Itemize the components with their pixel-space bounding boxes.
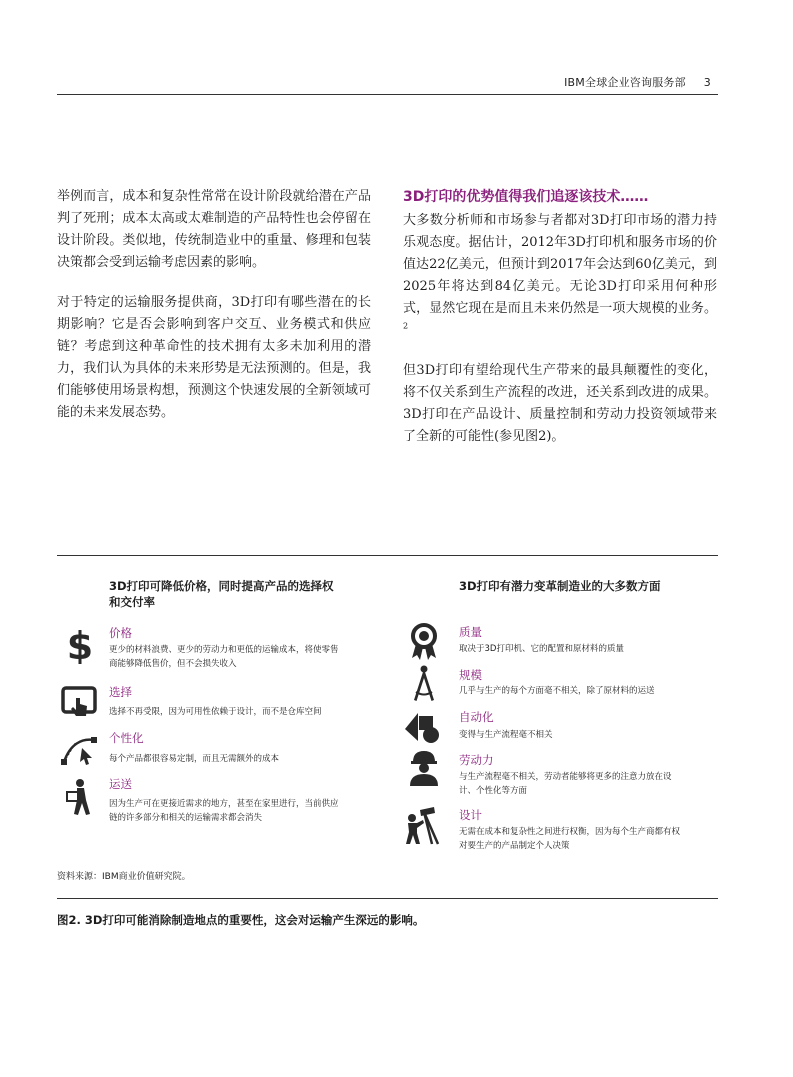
item-desc <box>459 825 729 853</box>
benefit-item-price <box>60 624 380 670</box>
item-title: 自动化 <box>459 710 494 724</box>
item-desc-line2: 链的许多部分和相关的运输需求都会消失 <box>109 813 263 823</box>
compass-icon <box>404 664 444 704</box>
aspect-item-quality <box>404 622 724 662</box>
item-desc: 变得与生产流程毫不相关 <box>459 730 553 740</box>
figure-bottom-rule <box>57 898 718 899</box>
item-desc: 几乎与生产的每个方面毫不相关，除了原材料的运送 <box>459 686 655 696</box>
figure-caption: 图2. 3D打印可能消除制造地点的重要性，这会对运输产生深远的影响。 <box>57 913 425 927</box>
left-column <box>57 186 371 442</box>
aspect-item-design <box>404 803 724 853</box>
page-number: 3 <box>703 76 711 89</box>
item-desc: 每个产品都很容易定制，而且无需额外的成本 <box>109 754 280 764</box>
item-desc <box>109 797 389 825</box>
item-title: 价格 <box>109 626 132 640</box>
item-desc: 取决于3D打印机、它的配置和原材料的质量 <box>459 644 624 654</box>
header-title: IBM全球企业咨询服务部 <box>564 76 686 89</box>
left-paragraph-1: 举例而言，成本和复杂性常常在设计阶段就给潜在产品判了死刑；成本太高或太难制造的产品特性也会停留在设计阶段。类似地，传统制造业中的重量、修理和包装决策都会受到运输考虑因素的影响。 <box>57 189 371 270</box>
item-desc-line2: 对要生产的产品制定个人决策 <box>459 841 570 851</box>
section-heading: 3D打印的优势值得我们追逐该技术…… <box>403 189 649 205</box>
worker-icon <box>404 748 444 788</box>
right-paragraph-2: 但3D打印有望给现代生产带来的最具颠覆性的变化，将不仅关系到生产流程的改进，还关系到改进的成果。3D打印在产品设计、质量控制和劳动力投资领域带来了全新的可能性(参见图2)。 <box>403 363 717 444</box>
benefit-item-choice <box>60 684 380 720</box>
item-desc <box>459 770 729 798</box>
footnote-marker: 2 <box>403 321 409 331</box>
item-desc: 选择不再受限，因为可用性依赖于设计，而不是仓库空间 <box>109 707 322 717</box>
header-rule <box>57 94 718 95</box>
left-panel-title-line1: 3D打印可降低价格，同时提高产品的选择权 <box>109 579 334 593</box>
item-desc-line1: 因为生产可在更接近需求的地方，甚至在家里进行，当前供应 <box>109 799 339 809</box>
aspect-item-scale <box>404 664 724 706</box>
aspect-item-labor <box>404 748 724 796</box>
award-ribbon-icon <box>404 622 444 662</box>
item-title: 劳动力 <box>459 753 494 767</box>
item-title: 个性化 <box>109 731 144 745</box>
figure-source: 资料来源：IBM商业价值研究院。 <box>57 872 191 882</box>
item-title: 质量 <box>459 625 482 639</box>
item-title: 设计 <box>459 808 482 822</box>
item-desc-line1: 无需在成本和复杂性之间进行权衡，因为每个生产商都有权 <box>459 827 681 837</box>
vector-curve-icon <box>60 730 100 770</box>
item-title: 选择 <box>109 685 132 699</box>
shapes-icon <box>404 707 444 747</box>
item-desc-line2: 计、个性化等方面 <box>459 786 528 796</box>
figure-top-rule <box>57 555 718 556</box>
right-paragraph-1 <box>403 210 717 342</box>
benefit-item-delivery <box>60 776 380 826</box>
item-desc-line1: 与生产流程毫不相关，劳动者能够将更多的注意力放在设 <box>459 772 672 782</box>
benefit-item-personalization <box>60 730 380 766</box>
item-desc-line2: 商能够降低售价，但不会损失收入 <box>109 659 237 669</box>
aspect-item-automation <box>404 707 724 747</box>
item-title: 运送 <box>109 777 132 791</box>
item-desc <box>109 643 389 671</box>
left-panel-title <box>109 578 369 610</box>
left-paragraph-2: 对于特定的运输服务提供商，3D打印有哪些潜在的长期影响？它是否会影响到客户交互、业务模式和供应链？考虑到这种革命性的技术拥有太多未加利用的潜力，我们认为具体的未来形势是无法预测的。但是，我们能够使用场景构想，预测这个快速发展的全新领域可能的未来发展态势。 <box>57 295 371 420</box>
delivery-person-icon <box>60 776 100 820</box>
right-column <box>403 186 717 466</box>
item-title: 规模 <box>459 668 482 682</box>
touchscreen-icon <box>60 684 100 724</box>
dollar-icon <box>60 624 100 664</box>
svg-text:$: $ <box>66 624 94 664</box>
item-desc-line1: 更少的材料浪费、更少的劳动力和更低的运输成本，将使零售 <box>109 645 339 655</box>
right-panel-title: 3D打印有潜力变革制造业的大多数方面 <box>459 579 661 593</box>
left-panel-title-line2: 和交付率 <box>109 595 155 609</box>
running-header <box>564 74 711 90</box>
designer-icon <box>404 803 444 849</box>
right-paragraph-1-text: 大多数分析师和市场参与者都对3D打印市场的潜力持乐观态度。据估计，2012年3D打印机和服务市场的价值达22亿美元，但预计到2017年会达到60亿美元，到2025年将达到84亿美元。无论3D打印采用何种形式，显然它现在是而且未来仍然是一项大规模的业务。 <box>403 213 717 316</box>
